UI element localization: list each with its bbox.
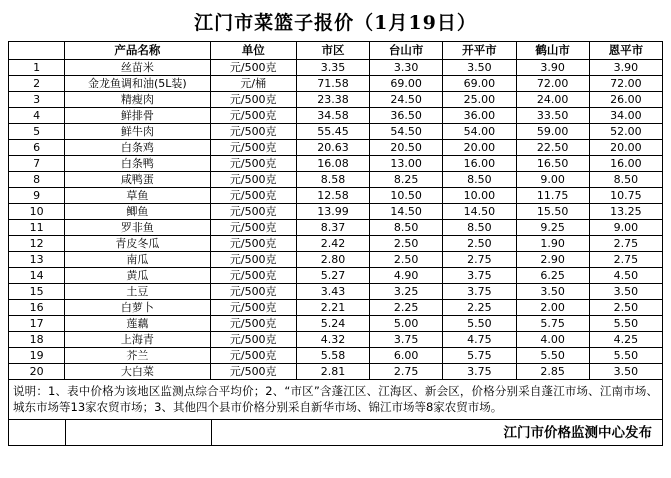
- cell-price-taishan: 3.75: [370, 332, 443, 348]
- cell-index: 6: [9, 140, 65, 156]
- cell-product-name: 莲藕: [65, 316, 210, 332]
- cell-price-enping: 13.25: [589, 204, 662, 220]
- cell-unit: 元/500克: [210, 316, 296, 332]
- cell-price-shiqu: 4.32: [296, 332, 369, 348]
- cell-price-heshan: 24.00: [516, 92, 589, 108]
- cell-price-shiqu: 5.24: [296, 316, 369, 332]
- cell-unit: 元/500克: [210, 124, 296, 140]
- price-table: [8, 41, 663, 380]
- cell-unit: 元/500克: [210, 204, 296, 220]
- cell-price-heshan: 22.50: [516, 140, 589, 156]
- column-header-kaiping: 开平市: [443, 42, 516, 60]
- cell-price-heshan: 59.00: [516, 124, 589, 140]
- cell-unit: 元/500克: [210, 108, 296, 124]
- cell-price-taishan: 10.50: [370, 188, 443, 204]
- cell-index: 4: [9, 108, 65, 124]
- cell-price-kaiping: 36.00: [443, 108, 516, 124]
- cell-index: 12: [9, 236, 65, 252]
- cell-price-enping: 34.00: [589, 108, 662, 124]
- cell-price-kaiping: 2.75: [443, 252, 516, 268]
- cell-unit: 元/500克: [210, 220, 296, 236]
- cell-index: 9: [9, 188, 65, 204]
- cell-price-shiqu: 55.45: [296, 124, 369, 140]
- cell-product-name: 芥兰: [65, 348, 210, 364]
- cell-price-kaiping: 20.00: [443, 140, 516, 156]
- cell-price-shiqu: 2.80: [296, 252, 369, 268]
- cell-price-enping: 20.00: [589, 140, 662, 156]
- cell-price-kaiping: 8.50: [443, 220, 516, 236]
- cell-price-heshan: 3.90: [516, 60, 589, 76]
- cell-unit: 元/500克: [210, 300, 296, 316]
- cell-unit: 元/桶: [210, 76, 296, 92]
- table-row: [9, 204, 663, 220]
- cell-price-enping: 3.50: [589, 364, 662, 380]
- cell-product-name: 白条鸡: [65, 140, 210, 156]
- cell-price-heshan: 2.85: [516, 364, 589, 380]
- table-row: [9, 236, 663, 252]
- column-header-name: 产品名称: [65, 42, 210, 60]
- cell-price-heshan: 2.00: [516, 300, 589, 316]
- cell-product-name: 鲜牛肉: [65, 124, 210, 140]
- table-row: [9, 172, 663, 188]
- table-row: [9, 220, 663, 236]
- cell-price-kaiping: 54.00: [443, 124, 516, 140]
- cell-product-name: 鲫鱼: [65, 204, 210, 220]
- cell-price-enping: 16.00: [589, 156, 662, 172]
- cell-index: 19: [9, 348, 65, 364]
- cell-price-enping: 2.50: [589, 300, 662, 316]
- cell-unit: 元/500克: [210, 364, 296, 380]
- cell-price-kaiping: 14.50: [443, 204, 516, 220]
- cell-product-name: 黄瓜: [65, 268, 210, 284]
- cell-price-kaiping: 8.50: [443, 172, 516, 188]
- table-row: [9, 284, 663, 300]
- table-row: [9, 316, 663, 332]
- cell-price-heshan: 9.25: [516, 220, 589, 236]
- cell-price-shiqu: 13.99: [296, 204, 369, 220]
- cell-price-taishan: 20.50: [370, 140, 443, 156]
- cell-unit: 元/500克: [210, 284, 296, 300]
- cell-price-taishan: 2.75: [370, 364, 443, 380]
- cell-price-heshan: 2.90: [516, 252, 589, 268]
- cell-product-name: 白萝卜: [65, 300, 210, 316]
- cell-price-kaiping: 3.75: [443, 284, 516, 300]
- cell-price-heshan: 16.50: [516, 156, 589, 172]
- table-row: [9, 252, 663, 268]
- issuer-label: 江门市价格监测中心发布: [503, 425, 652, 441]
- cell-price-shiqu: 3.43: [296, 284, 369, 300]
- cell-index: 15: [9, 284, 65, 300]
- cell-unit: 元/500克: [210, 156, 296, 172]
- cell-index: 5: [9, 124, 65, 140]
- cell-price-enping: 4.25: [589, 332, 662, 348]
- cell-price-kaiping: 3.75: [443, 364, 516, 380]
- cell-index: 1: [9, 60, 65, 76]
- column-header-shiqu: 市区: [296, 42, 369, 60]
- cell-price-taishan: 3.25: [370, 284, 443, 300]
- cell-product-name: 白条鸭: [65, 156, 210, 172]
- cell-price-shiqu: 8.58: [296, 172, 369, 188]
- cell-price-shiqu: 3.35: [296, 60, 369, 76]
- cell-index: 10: [9, 204, 65, 220]
- cell-price-kaiping: 3.50: [443, 60, 516, 76]
- cell-price-shiqu: 2.21: [296, 300, 369, 316]
- cell-price-enping: 26.00: [589, 92, 662, 108]
- footer-cell-middle: [66, 420, 212, 445]
- table-row: [9, 188, 663, 204]
- cell-price-shiqu: 20.63: [296, 140, 369, 156]
- cell-price-taishan: 2.50: [370, 252, 443, 268]
- column-header-taishan: 台山市: [370, 42, 443, 60]
- cell-unit: 元/500克: [210, 332, 296, 348]
- cell-index: 17: [9, 316, 65, 332]
- cell-price-heshan: 5.50: [516, 348, 589, 364]
- cell-product-name: 上海青: [65, 332, 210, 348]
- footer-row: [8, 420, 663, 446]
- cell-product-name: 草鱼: [65, 188, 210, 204]
- cell-price-taishan: 69.00: [370, 76, 443, 92]
- cell-product-name: 精瘦肉: [65, 92, 210, 108]
- cell-product-name: 鲜排骨: [65, 108, 210, 124]
- cell-price-enping: 2.75: [589, 236, 662, 252]
- cell-unit: 元/500克: [210, 236, 296, 252]
- cell-price-enping: 2.75: [589, 252, 662, 268]
- cell-product-name: 咸鸭蛋: [65, 172, 210, 188]
- cell-price-shiqu: 5.58: [296, 348, 369, 364]
- cell-index: 8: [9, 172, 65, 188]
- cell-price-enping: 4.50: [589, 268, 662, 284]
- cell-unit: 元/500克: [210, 140, 296, 156]
- table-row: [9, 300, 663, 316]
- cell-price-enping: 10.75: [589, 188, 662, 204]
- cell-price-kaiping: 5.50: [443, 316, 516, 332]
- cell-product-name: 金龙鱼调和油(5L装): [65, 76, 210, 92]
- cell-price-kaiping: 16.00: [443, 156, 516, 172]
- cell-unit: 元/500克: [210, 60, 296, 76]
- cell-price-kaiping: 69.00: [443, 76, 516, 92]
- cell-price-taishan: 2.25: [370, 300, 443, 316]
- cell-price-shiqu: 23.38: [296, 92, 369, 108]
- cell-price-heshan: 3.50: [516, 284, 589, 300]
- cell-index: 16: [9, 300, 65, 316]
- cell-price-taishan: 8.25: [370, 172, 443, 188]
- cell-price-heshan: 15.50: [516, 204, 589, 220]
- cell-price-heshan: 33.50: [516, 108, 589, 124]
- cell-price-enping: 5.50: [589, 348, 662, 364]
- cell-price-heshan: 9.00: [516, 172, 589, 188]
- column-header-heshan: 鹤山市: [516, 42, 589, 60]
- cell-price-shiqu: 71.58: [296, 76, 369, 92]
- table-row: [9, 348, 663, 364]
- cell-price-kaiping: 25.00: [443, 92, 516, 108]
- cell-price-enping: 8.50: [589, 172, 662, 188]
- cell-price-heshan: 6.25: [516, 268, 589, 284]
- table-body: [9, 60, 663, 380]
- cell-price-kaiping: 2.50: [443, 236, 516, 252]
- cell-price-kaiping: 5.75: [443, 348, 516, 364]
- cell-unit: 元/500克: [210, 268, 296, 284]
- cell-price-heshan: 4.00: [516, 332, 589, 348]
- cell-price-taishan: 36.50: [370, 108, 443, 124]
- cell-index: 20: [9, 364, 65, 380]
- cell-price-taishan: 3.30: [370, 60, 443, 76]
- table-row: [9, 108, 663, 124]
- cell-price-enping: 9.00: [589, 220, 662, 236]
- cell-product-name: 土豆: [65, 284, 210, 300]
- cell-price-taishan: 4.90: [370, 268, 443, 284]
- cell-price-shiqu: 8.37: [296, 220, 369, 236]
- footer-cell-left: [9, 420, 66, 445]
- page-title: 江门市菜篮子报价（1月19日）: [194, 12, 477, 34]
- cell-unit: 元/500克: [210, 188, 296, 204]
- cell-price-shiqu: 12.58: [296, 188, 369, 204]
- cell-product-name: 大白菜: [65, 364, 210, 380]
- cell-price-kaiping: 10.00: [443, 188, 516, 204]
- cell-unit: 元/500克: [210, 172, 296, 188]
- cell-price-enping: 5.50: [589, 316, 662, 332]
- cell-index: 18: [9, 332, 65, 348]
- cell-price-taishan: 6.00: [370, 348, 443, 364]
- cell-price-heshan: 5.75: [516, 316, 589, 332]
- cell-product-name: 青皮冬瓜: [65, 236, 210, 252]
- cell-price-enping: 72.00: [589, 76, 662, 92]
- cell-index: 7: [9, 156, 65, 172]
- cell-price-taishan: 5.00: [370, 316, 443, 332]
- table-row: [9, 156, 663, 172]
- cell-price-kaiping: 2.25: [443, 300, 516, 316]
- cell-price-kaiping: 3.75: [443, 268, 516, 284]
- cell-unit: 元/500克: [210, 252, 296, 268]
- cell-price-taishan: 2.50: [370, 236, 443, 252]
- cell-price-heshan: 1.90: [516, 236, 589, 252]
- table-row: [9, 60, 663, 76]
- column-header-enping: 恩平市: [589, 42, 662, 60]
- cell-price-heshan: 72.00: [516, 76, 589, 92]
- cell-unit: 元/500克: [210, 348, 296, 364]
- table-row: [9, 140, 663, 156]
- cell-price-taishan: 14.50: [370, 204, 443, 220]
- cell-price-taishan: 8.50: [370, 220, 443, 236]
- cell-price-taishan: 54.50: [370, 124, 443, 140]
- table-row: [9, 268, 663, 284]
- cell-product-name: 罗非鱼: [65, 220, 210, 236]
- cell-price-enping: 3.90: [589, 60, 662, 76]
- column-header-unit: 单位: [210, 42, 296, 60]
- table-row: [9, 364, 663, 380]
- cell-index: 3: [9, 92, 65, 108]
- cell-product-name: 丝苗米: [65, 60, 210, 76]
- cell-unit: 元/500克: [210, 92, 296, 108]
- cell-price-enping: 52.00: [589, 124, 662, 140]
- cell-price-taishan: 13.00: [370, 156, 443, 172]
- cell-price-shiqu: 2.42: [296, 236, 369, 252]
- notes-text: 说明：1、表中价格为该地区监测点综合平均价；2、“市区”含蓬江区、江海区、新会区，价格分别采自蓬江市场、江南市场、城东市场等13家农贸市场；3、其他四个县市价格分别采自新华市场、锦江市场等8家农贸市场。: [8, 380, 663, 420]
- cell-price-shiqu: 34.58: [296, 108, 369, 124]
- cell-price-shiqu: 2.81: [296, 364, 369, 380]
- table-header: [9, 42, 663, 60]
- table-row: [9, 124, 663, 140]
- cell-index: 14: [9, 268, 65, 284]
- cell-price-enping: 3.50: [589, 284, 662, 300]
- cell-price-shiqu: 16.08: [296, 156, 369, 172]
- cell-price-shiqu: 5.27: [296, 268, 369, 284]
- cell-product-name: 南瓜: [65, 252, 210, 268]
- column-header-index: [9, 42, 65, 60]
- cell-index: 13: [9, 252, 65, 268]
- cell-price-kaiping: 4.75: [443, 332, 516, 348]
- cell-price-heshan: 11.75: [516, 188, 589, 204]
- cell-index: 2: [9, 76, 65, 92]
- table-row: [9, 92, 663, 108]
- cell-index: 11: [9, 220, 65, 236]
- table-row: [9, 76, 663, 92]
- table-row: [9, 332, 663, 348]
- cell-price-taishan: 24.50: [370, 92, 443, 108]
- table-header-row: [9, 42, 663, 60]
